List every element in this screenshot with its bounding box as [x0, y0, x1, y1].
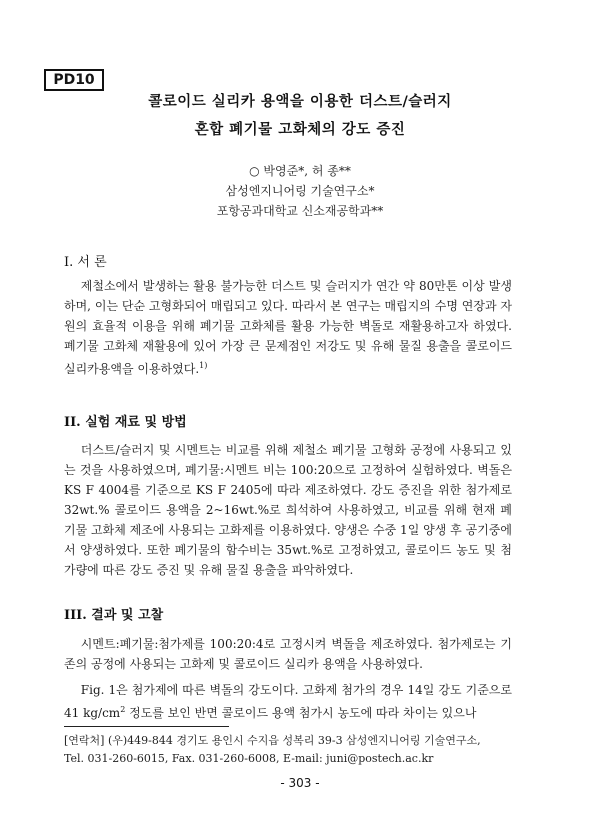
footnote-contact-phone-email: Tel. 031-260-6015, Fax. 031-260-6008, E-mail: juni@postech.ac.kr [64, 752, 434, 765]
introduction-text: 제철소에서 발생하는 활용 불가능한 더스트 및 슬러지가 연간 약 80만톤 이상 발생하며, 이는 단순 고형화되어 매립되고 있다. 따라서 본 연구는 매립지의 수명 연장과 자원의 효율적 이용을 위해 폐기물 고화체를 활용 가능한 벽돌로 재활용하고자 하였다. 폐기물 고화체 재활용에 있어 가장 큰 문제점인 저강도 및 유해 물질 용출을 콜로이드 실리카용액을 이용하였다. [64, 279, 512, 376]
session-badge: PD10 [44, 69, 104, 91]
footnote-contact-address: [연락처] (우)449-844 경기도 용인시 수지읍 성복리 39-3 삼성엔지니어링 기술연구소, [64, 734, 481, 747]
title-line-1: 콜로이드 실리카 용액을 이용한 더스트/슬러지 [148, 94, 452, 110]
reference-marker: 1) [199, 361, 208, 370]
affiliation-1: 삼성엔지니어링 기술연구소* [225, 184, 375, 198]
section-heading-introduction: I. 서 론 [64, 255, 107, 270]
results-paragraph-2 [64, 680, 512, 723]
page-number: - 303 - [280, 776, 320, 790]
results-paragraph-1: 시멘트:폐기물:첨가제를 100:20:4로 고정시켜 벽돌을 제조하였다. 첨가제로는 기존의 공정에 사용되는 고화제 및 콜로이드 실리카 용액을 사용하였다. [64, 637, 512, 671]
affiliation-2: 포항공과대학교 신소재공학과** [216, 204, 384, 218]
methods-paragraph: 더스트/슬러지 및 시멘트는 비교를 위해 제철소 폐기물 고형화 공정에 사용되고 있는 것을 사용하였으며, 폐기물:시멘트 비는 100:20으로 고정하여 실험하였다. 벽돌은 KS F 4004를 기준으로 KS F 2405에 따라 제조하였다. 강도 증진을 위한 첨가제로 32wt.% 콜로이드 용액을 2~16wt.%로 희석하여 사용하였고, 비교를 위해 현재 폐기물 고화체 제조에 사용되는 고화제를 이용하였다. 양생은 수중 1일 양생 후 공기중에서 양생하였다. 또한 폐기물의 함수비는 35wt.%로 고정하였고, 콜로이드 농도 및 첨가량에 따른 강도 증진 및 유해 물질 용출을 파악하였다. [64, 443, 512, 577]
unit-superscript: 2 [120, 705, 126, 714]
authors: ○ 박영준*, 허 종** [249, 164, 351, 178]
section-heading-methods: II. 실험 재료 및 방법 [64, 415, 187, 430]
section-heading-results: III. 결과 및 고찰 [64, 608, 164, 623]
results-text-b: 정도를 보인 반면 콜로이드 용액 첨가시 농도에 따라 차이는 있으나 [125, 706, 477, 720]
results-text-a: Fig. 1은 첨가제에 따른 벽돌의 강도이다. 고화제 첨가의 경우 14일 강도 기준으로 41 kg/cm [64, 683, 512, 720]
introduction-paragraph [64, 276, 512, 379]
title-line-2: 혼합 폐기물 고화체의 강도 증진 [194, 122, 406, 138]
footnote-divider [64, 726, 229, 727]
